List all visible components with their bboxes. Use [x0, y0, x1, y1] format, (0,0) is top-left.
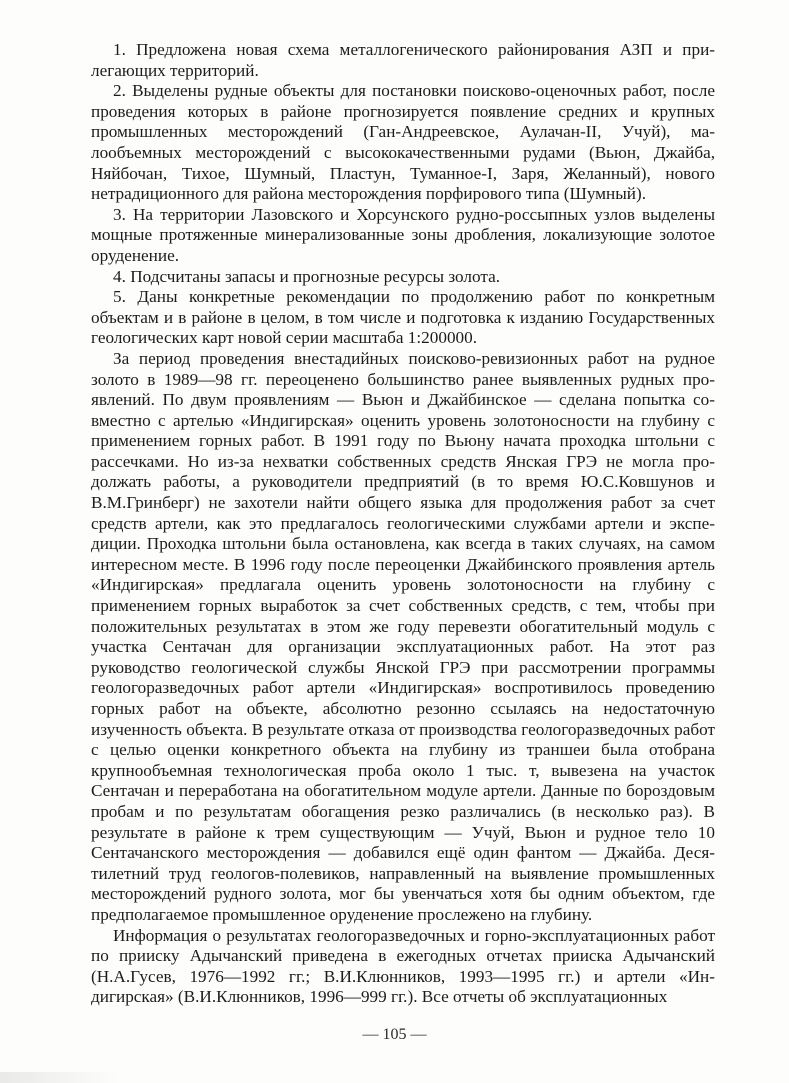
paragraph-7: Информация о результатах геологоразведочных и горно-эксплуатационных работ по прииску Адычанский приведена в ежегодных отчетах прииска Адычанский (Н.А.Гусев, 1976—1992 гг.; В.И.Клюнников, 1993—1995 гг.) и артели «Индигирская» (В.И.Клюнников, 1996—999 гг.). Все отчеты об эксплуатационных	[91, 925, 715, 1007]
paragraph-6: За период проведения внестадийных поисково-ревизионных работ на рудное золото в 1989—98 гг. переоценено большинство ранее выявленных рудных проявлений. По двум проявлениям — Вьюн и Джайбинское — сделана попытка совместно с артелью «Индигирская» оценить уровень золотоносности на глубину с применением горных работ. В 1991 году по Вьюну начата проходка штольни с рассечками. Но из-за нехватки собственных средств Янская ГРЭ не могла продолжать работы, а руководители предприятий (в то время Ю.С.Ковшунов и В.М.Гринберг) не захотели найти общего языка для продолжения работ за счет средств артели, как это предлагалось геологическими службами артели и экспедиции. Проходка штольни была остановлена, как всегда в таких случаях, на самом интересном месте. В 1996 году после переоценки Джайбинского проявления артель «Индигирская» предлагала оценить уровень золотоносности на глубину с применением горных выработок за счет собственных средств, с тем, чтобы при положительных результатах в этом же году перевезти обогатительный модуль с участка Сентачан для организации эксплуатационных работ. На этот раз руководство геологической службы Янской ГРЭ при рассмотрении программы геологоразведочных работ артели «Индигирская» воспротивилось проведению горных работ на объекте, абсолютно резонно ссылаясь на недостаточную изученность объекта. В результате отказа от производства геологоразведочных работ с целью оценки конкретного объекта на глубину из траншеи была отобрана крупнообъемная технологическая проба около 1 тыс. т, вывезена на участок Сентачан и переработана на обогатительном модуле артели. Данные по бороздовым пробам и по результатам обогащения резко различались (в несколько раз). В результате в районе к трем существующим — Учуй, Вьюн и рудное тело 10 Сентачанского месторождения — добавился ещё один фантом — Джайба. Десятилетний труд геологов-полевиков, направленный на выявление промышленных месторождений рудного золота, мог бы увенчаться хотя бы одним объектом, где предполагаемое промышленное оруденение прослежено на глубину.	[91, 348, 715, 924]
paragraph-2: 2. Выделены рудные объекты для постановки поисково-оценочных работ, после проведения которых в районе прогнозируется появление средних и крупных промышленных месторождений (Ган-Андреевское, Аулачан-II, Учуй), малообъемных месторождений с высококачественными рудами (Вьюн, Джайба, Няйбочан, Тихое, Шумный, Пластун, Туманное-I, Заря, Желанный), нового нетрадиционного для района месторождения порфирового типа (Шумный).	[91, 81, 715, 204]
paragraph-4: 4. Подсчитаны запасы и прогнозные ресурсы золота.	[113, 266, 500, 286]
body-text	[91, 40, 715, 1008]
page-number: — 105 —	[362, 1026, 427, 1043]
paragraph-1: 1. Предложена новая схема металлогенического районирования АЗП и прилегающих территорий.	[91, 40, 715, 80]
paragraph-3: 3. На территории Лазовского и Хорсунского рудно-россыпных узлов выделены мощные протяженные минерализованные зоны дробления, локализующие золотое оруденение.	[91, 204, 715, 265]
scan-edge-shadow	[0, 1072, 120, 1083]
paragraph-5: 5. Даны конкретные рекомендации по продолжению работ по конкретным объектам и в районе в целом, в том числе и подготовка к изданию Государственных геологических карт новой серии масштаба 1:200000.	[91, 287, 715, 348]
